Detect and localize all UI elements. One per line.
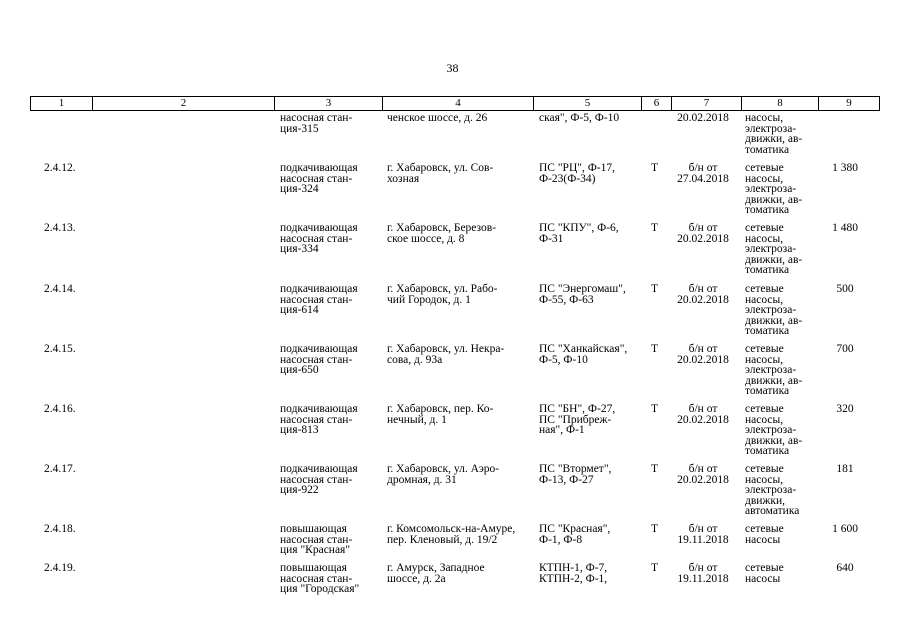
station-address: г. Хабаровск, пер. Ко- нечный, д. 1 (387, 403, 494, 426)
station-type: Т (651, 162, 659, 174)
header-col-1: 1 (31, 97, 93, 110)
row-number: 2.4.14. (44, 283, 76, 295)
station-name: насосная стан- ция-315 (280, 112, 353, 135)
header-col-2: 2 (93, 97, 275, 110)
station-equipment: сетевые насосы, электроза- движки, ав- томатика (745, 343, 803, 397)
station-substation: КТПН-1, Ф-7, КТПН-2, Ф-1, (539, 562, 608, 585)
row-number: 2.4.18. (44, 523, 76, 535)
header-col-7: 7 (672, 97, 742, 110)
station-name: подкачивающая насосная стан- ция-922 (280, 463, 358, 496)
station-substation: ПС "Втормет", Ф-13, Ф-27 (539, 463, 612, 486)
station-doc: б/н от 20.02.2018 (677, 403, 729, 426)
station-address: г. Амурск, Западное шоссе, д. 2а (387, 562, 485, 585)
station-substation: ПС "БН", Ф-27, ПС "Прибреж- ная", Ф-1 (539, 403, 616, 436)
station-substation: ПС "Энергомаш", Ф-55, Ф-63 (539, 283, 626, 306)
page-number: 38 (446, 61, 459, 75)
row-number: 2.4.13. (44, 222, 76, 234)
station-power: 1 600 (832, 523, 858, 535)
station-address: г. Хабаровск, Березов- ское шоссе, д. 8 (387, 222, 497, 245)
station-address: ченское шоссе, д. 26 (387, 112, 488, 124)
station-equipment: сетевые насосы (745, 562, 784, 585)
station-power: 1 480 (832, 222, 858, 234)
station-doc: б/н от 20.02.2018 (677, 283, 729, 306)
station-power: 700 (836, 343, 854, 355)
row-number: 2.4.16. (44, 403, 76, 415)
station-equipment: насосы, электроза- движки, ав- томатика (745, 112, 803, 156)
station-address: г. Хабаровск, ул. Рабо- чий Городок, д. 1 (387, 283, 498, 306)
header-col-9: 9 (819, 97, 880, 110)
station-type: Т (651, 403, 659, 415)
station-name: подкачивающая насосная стан- ция-334 (280, 222, 358, 255)
station-power: 181 (836, 463, 854, 475)
header-col-6: 6 (642, 97, 672, 110)
station-doc: б/н от 27.04.2018 (677, 162, 729, 185)
header-col-5: 5 (534, 97, 642, 110)
station-power: 320 (836, 403, 854, 415)
station-doc: б/н от 20.02.2018 (677, 343, 729, 366)
header-col-4: 4 (383, 97, 534, 110)
station-power: 1 380 (832, 162, 858, 174)
station-substation: ПС "КПУ", Ф-6, Ф-31 (539, 222, 619, 245)
station-substation: ПС "Красная", Ф-1, Ф-8 (539, 523, 611, 546)
table-header (30, 96, 880, 111)
station-equipment: сетевые насосы, электроза- движки, ав- томатика (745, 162, 803, 216)
station-doc: б/н от 20.02.2018 (677, 222, 729, 245)
row-number: 2.4.12. (44, 162, 76, 174)
station-name: подкачивающая насосная стан- ция-614 (280, 283, 358, 316)
station-name: подкачивающая насосная стан- ция-324 (280, 162, 358, 195)
header-col-8: 8 (742, 97, 819, 110)
station-equipment: сетевые насосы, электроза- движки, автоматика (745, 463, 800, 517)
station-equipment: сетевые насосы, электроза- движки, ав- томатика (745, 222, 803, 276)
station-name: подкачивающая насосная стан- ция-650 (280, 343, 358, 376)
station-equipment: сетевые насосы, электроза- движки, ав- томатика (745, 403, 803, 457)
station-name: повышающая насосная стан- ция "Городская" (280, 562, 360, 595)
station-address: г. Хабаровск, ул. Некра- сова, д. 93а (387, 343, 505, 366)
station-name: повышающая насосная стан- ция "Красная" (280, 523, 353, 556)
station-address: г. Хабаровск, ул. Сов- хозная (387, 162, 494, 185)
row-number: 2.4.15. (44, 343, 76, 355)
station-doc: 20.02.2018 (677, 112, 729, 124)
station-type: Т (651, 222, 659, 234)
station-doc: б/н от 19.11.2018 (677, 562, 729, 585)
station-address: г. Хабаровск, ул. Аэро- дромная, д. 31 (387, 463, 500, 486)
station-name: подкачивающая насосная стан- ция-813 (280, 403, 358, 436)
station-doc: б/н от 19.11.2018 (677, 523, 729, 546)
station-substation: ская", Ф-5, Ф-10 (539, 112, 620, 124)
station-type: Т (651, 562, 659, 574)
station-equipment: сетевые насосы (745, 523, 784, 546)
station-type: Т (651, 463, 659, 475)
station-address: г. Комсомольск-на-Амуре, пер. Кленовый, д. 19/2 (387, 523, 516, 546)
station-type: Т (651, 523, 659, 535)
station-type: Т (651, 283, 659, 295)
row-number: 2.4.17. (44, 463, 76, 475)
station-doc: б/н от 20.02.2018 (677, 463, 729, 486)
station-type: Т (651, 343, 659, 355)
station-equipment: сетевые насосы, электроза- движки, ав- томатика (745, 283, 803, 337)
row-number: 2.4.19. (44, 562, 76, 574)
station-power: 640 (836, 562, 854, 574)
station-substation: ПС "РЦ", Ф-17, Ф-23(Ф-34) (539, 162, 615, 185)
header-col-3: 3 (275, 97, 383, 110)
station-power: 500 (836, 283, 854, 295)
station-substation: ПС "Ханкайская", Ф-5, Ф-10 (539, 343, 628, 366)
